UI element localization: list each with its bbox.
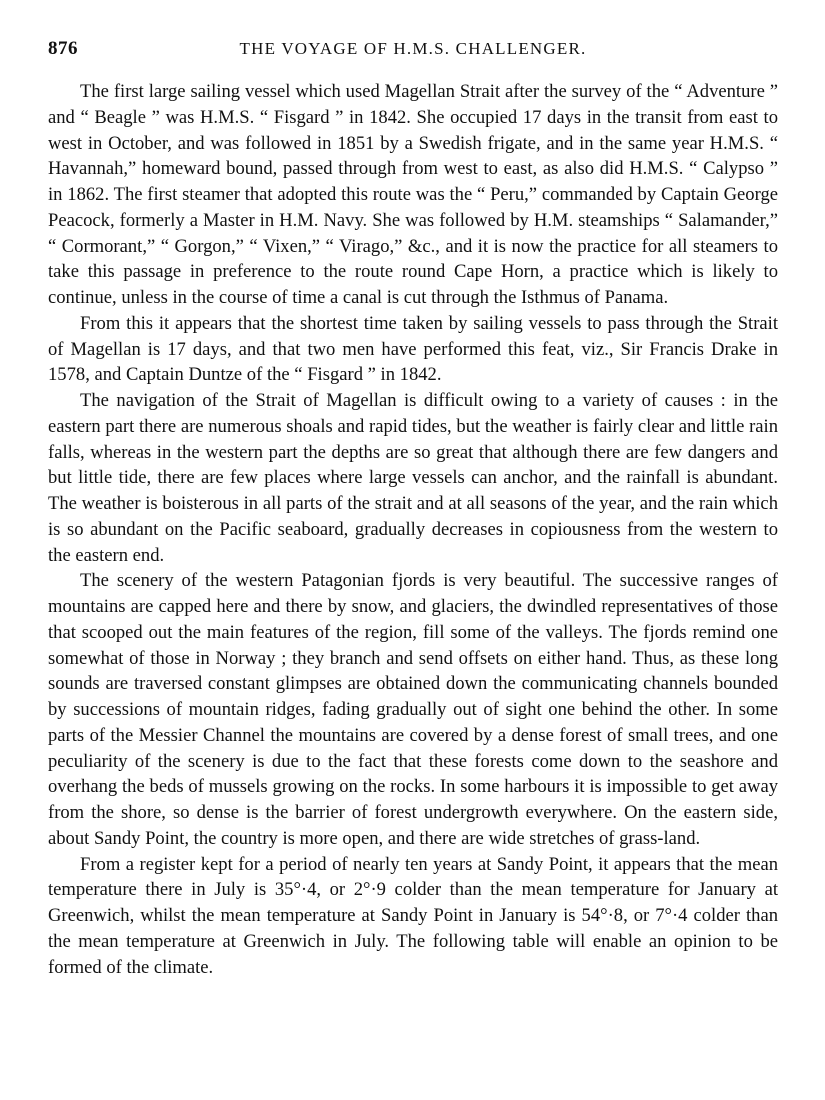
page-number: 876 xyxy=(48,38,78,59)
paragraph-shortest-passage: From this it appears that the shortest time taken by sailing vessels to pass through the Strait of Magellan is 17 days, and that two men have performed this feat, viz., Sir Francis Drake in 1578, and Captain Duntze of the “ Fisgard ” in 1842. xyxy=(48,312,778,386)
paragraph-temperature: From a register kept for a period of nearly ten years at Sandy Point, it appears that the mean temperature there in July is 35°·4, or 2°·9 colder than the mean temperature for January at Greenwich, whilst the mean temperature at Sandy Point in January is 54°·8, or 7°·4 colder than the mean temperature at Greenwich in July. The following table will enable an opinion to be formed of the climate. xyxy=(48,853,778,978)
running-title: THE VOYAGE OF H.M.S. CHALLENGER. xyxy=(239,39,587,58)
paragraph-scenery: The scenery of the western Patagonian fjords is very beautiful. The successive ranges of mountains are capped here and there by snow, and glaciers, the dwindled representatives of those that scooped out the main features of the region, fill some of the valleys. The fjords remind one somewhat of those in Norway ; they branch and send offsets on either hand. Thus, as these long sounds are traversed constant glimpses are obtained down the communicating channels bounded by successions of mountain ridges, fading gradually out of sight one behind the other. In some parts of the Messier Channel the mountains are covered by a dense forest of small trees, and one peculiarity of the scenery is due to the fact that these forests come down to the seashore and overhang the beds of mussels growing on the rocks. In some harbours it is impossible to get away from the shore, so dense is the barrier of forest undergrowth everywhere. On the eastern side, about Sandy Point, the country is more open, and there are wide stretches of grass-land. xyxy=(48,570,778,849)
running-head xyxy=(48,38,778,60)
body-text xyxy=(48,79,778,980)
paragraph-navigation: The navigation of the Strait of Magellan is difficult owing to a variety of causes : in the eastern part there are numerous shoals and rapid tides, but the weather is fairly clear and little rain falls, whereas in the western part the depths are so great that although there are few dangers and but little tide, there are few places where large vessels can anchor, and the rainfall is abundant. The weather is boisterous in all parts of the strait and at all seasons of the year, and the rain which is so abundant on the Pacific seaboard, gradually decreases in copiousness from the western to the eastern end. xyxy=(48,390,778,566)
paragraph-magellan-strait-vessels: The first large sailing vessel which used Magellan Strait after the survey of the “ Adventure ” and “ Beagle ” was H.M.S. “ Fisgard ” in 1842. She occupied 17 days in the transit from east to west in October, and was followed in 1851 by a Swedish frigate, and in the same year H.M.S. “ Havannah,” homeward bound, passed through from west to east, as also did H.M.S. “ Calypso ” in 1862. The first steamer that adopted this route was the “ Peru,” commanded by Captain George Peacock, formerly a Master in H.M. Navy. She was followed by H.M. steamships “ Salamander,” “ Cormorant,” “ Gorgon,” “ Vixen,” “ Virago,” &c., and it is now the practice for all steamers to take this passage in preference to the route round Cape Horn, a practice which is likely to continue, unless in the course of time a canal is cut through the Isthmus of Panama. xyxy=(48,81,778,308)
